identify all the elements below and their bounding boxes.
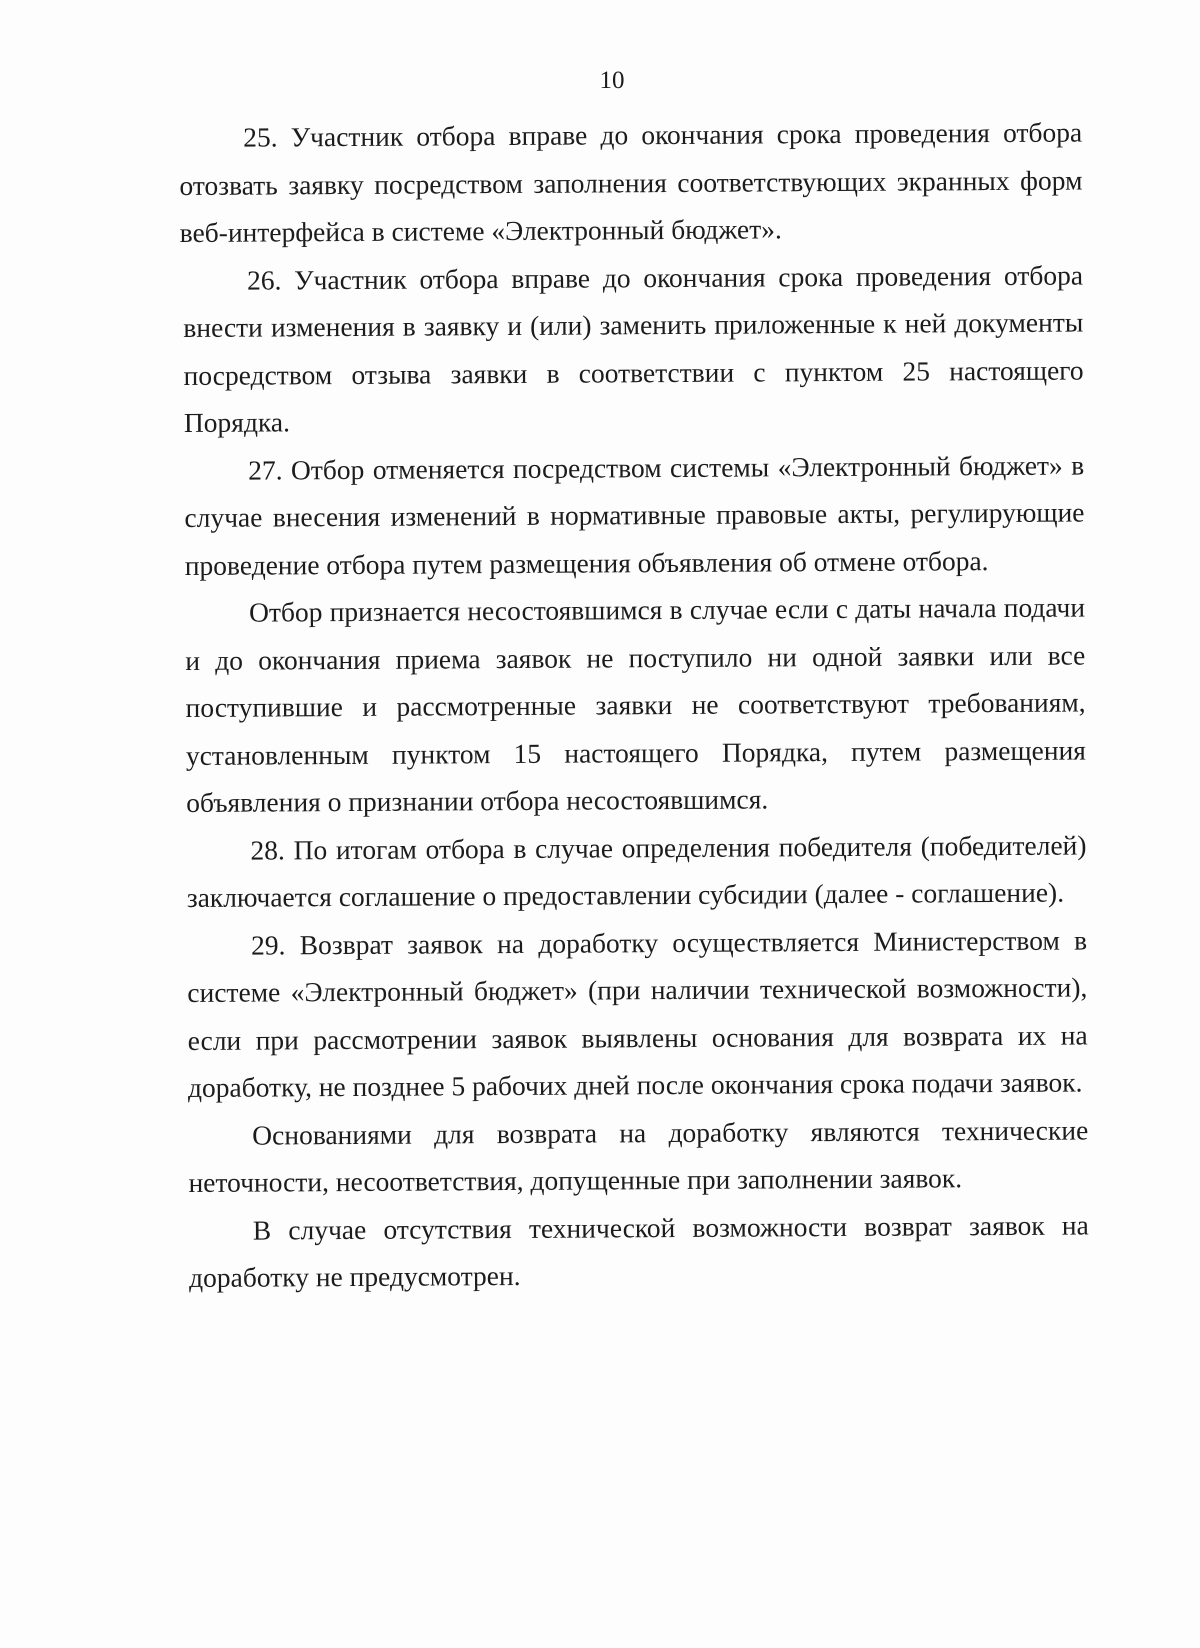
paragraph-27-continuation: Отбор признается несостоявшимся в случае если с даты начала подачи и до окончания приема заявок не поступило ни одной заявки или все поступившие и рассмотренные заявки не соответствуют требованиям, установленным пунктом 15 настоящего Порядка, путем размещения объявления о признании отбора несостоявшимся.	[185, 591, 1086, 818]
paragraph-26: 26. Участник отбора вправе до окончания срока проведения отбора внести изменения в заявку и (или) заменить приложенные к ней документы посредством отзыва заявки в соответствии с пунктом 25 настоящего Порядка.	[183, 258, 1084, 438]
page-number: 10	[599, 67, 625, 94]
paragraph-27: 27. Отбор отменяется посредством системы «Электронный бюджет» в случае внесения изменений в нормативные правовые акты, регулирующие проведение отбора путем размещения объявления об отмене отбора.	[184, 448, 1085, 581]
paragraph-29: 29. Возврат заявок на доработку осуществляется Министерством в системе «Электронный бюджет» (при наличии технической возможности), если при рассмотрении заявок выявлены основания для возврата их на доработку, не позднее 5 рабочих дней после окончания срока подачи заявок.	[187, 923, 1088, 1103]
paragraph-25: 25. Участник отбора вправе до окончания срока проведения отбора отозвать заявку посредством заполнения соответствующих экранных форм веб-интерфейса в системе «Электронный бюджет».	[179, 116, 1083, 249]
document-body	[179, 109, 1089, 1302]
paragraph-29-grounds: Основаниями для возврата на доработку являются технические неточности, несоответствия, допущенные при заполнении заявок.	[188, 1113, 1089, 1198]
paragraph-28: 28. По итогам отбора в случае определения победителя (победителей) заключается соглашение о предоставлении субсидии (далее - соглашение).	[186, 828, 1087, 913]
paragraph-29-no-technical-possibility: В случае отсутствия технической возможности возврат заявок на доработку не предусмотрен.	[189, 1208, 1089, 1293]
